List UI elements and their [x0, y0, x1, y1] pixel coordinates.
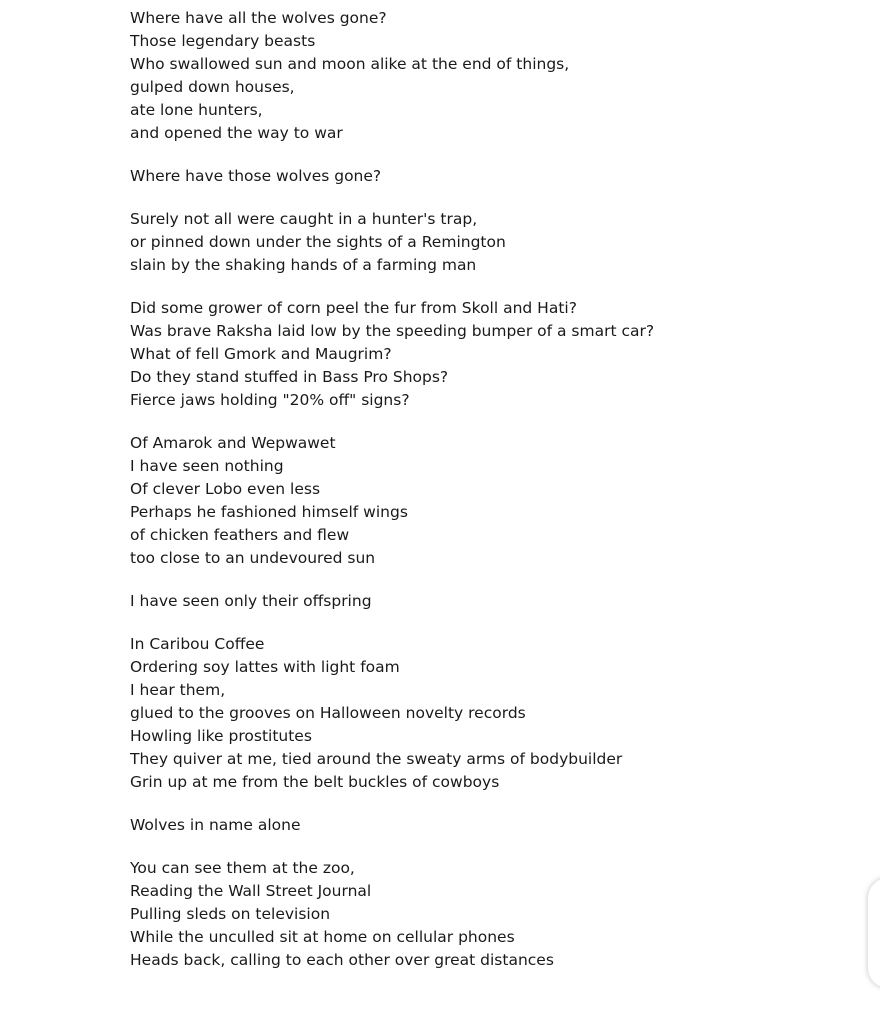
stanza — [130, 432, 850, 570]
poem-line: slain by the shaking hands of a farming man — [130, 256, 477, 274]
stanza — [130, 633, 850, 794]
poem-line: of chicken feathers and flew — [130, 526, 350, 544]
poem-line: Wolves in name alone — [130, 816, 301, 834]
poem-line: While the unculled sit at home on cellular phones — [130, 928, 515, 946]
poem-line: Of Amarok and Wepwawet — [130, 434, 336, 452]
poem-line: Howling like prostitutes — [130, 727, 312, 745]
stanza-gap — [130, 188, 850, 208]
poem-line: ate lone hunters, — [130, 101, 263, 119]
poem-line: Do they stand stuffed in Bass Pro Shops? — [130, 368, 449, 386]
poem-line: Heads back, calling to each other over great distances — [130, 951, 554, 969]
stanza — [130, 814, 850, 837]
poem-line: I have seen only their offspring — [130, 592, 372, 610]
stanza-gap — [130, 837, 850, 857]
stanza-gap — [130, 613, 850, 633]
stanza — [130, 165, 850, 188]
poem-line: Surely not all were caught in a hunter's trap, — [130, 210, 478, 228]
poem-line: Fierce jaws holding "20% off" signs? — [130, 391, 410, 409]
poem-line: You can see them at the zoo, — [130, 859, 355, 877]
poem-line: too close to an undevoured sun — [130, 549, 376, 567]
stanza-gap — [130, 570, 850, 590]
poem-line: gulped down houses, — [130, 78, 295, 96]
stanza-gap — [130, 794, 850, 814]
poem-line: Pulling sleds on television — [130, 905, 331, 923]
poem-line: They quiver at me, tied around the sweaty arms of bodybuilder — [130, 750, 623, 768]
poem-line: Grin up at me from the belt buckles of cowboys — [130, 773, 500, 791]
poem-line: and opened the way to war — [130, 124, 343, 142]
poem-line: Who swallowed sun and moon alike at the end of things, — [130, 55, 570, 73]
poem-line: Those legendary beasts — [130, 32, 316, 50]
stanza — [130, 7, 850, 145]
poem-line: Was brave Raksha laid low by the speeding bumper of a smart car? — [130, 322, 655, 340]
poem-line: or pinned down under the sights of a Remington — [130, 233, 506, 251]
poem-line: I hear them, — [130, 681, 226, 699]
poem-line: In Caribou Coffee — [130, 635, 265, 653]
poem-line: What of fell Gmork and Maugrim? — [130, 345, 392, 363]
poem-line: Reading the Wall Street Journal — [130, 882, 372, 900]
poem-line: Did some grower of corn peel the fur from Skoll and Hati? — [130, 299, 577, 317]
poem-line: Ordering soy lattes with light foam — [130, 658, 400, 676]
stanza — [130, 208, 850, 277]
poem-body — [130, 7, 850, 972]
poem-line: glued to the grooves on Halloween novelty records — [130, 704, 526, 722]
stanza — [130, 590, 850, 613]
stanza-gap — [130, 412, 850, 432]
scroll-handle[interactable] — [868, 878, 880, 988]
stanza-gap — [130, 277, 850, 297]
poem-line: I have seen nothing — [130, 457, 284, 475]
stanza-gap — [130, 145, 850, 165]
stanza — [130, 857, 850, 972]
poem-line: Where have all the wolves gone? — [130, 9, 387, 27]
stanza — [130, 297, 850, 412]
poem-line: Perhaps he fashioned himself wings — [130, 503, 408, 521]
poem-line: Of clever Lobo even less — [130, 480, 321, 498]
poem-line: Where have those wolves gone? — [130, 167, 382, 185]
